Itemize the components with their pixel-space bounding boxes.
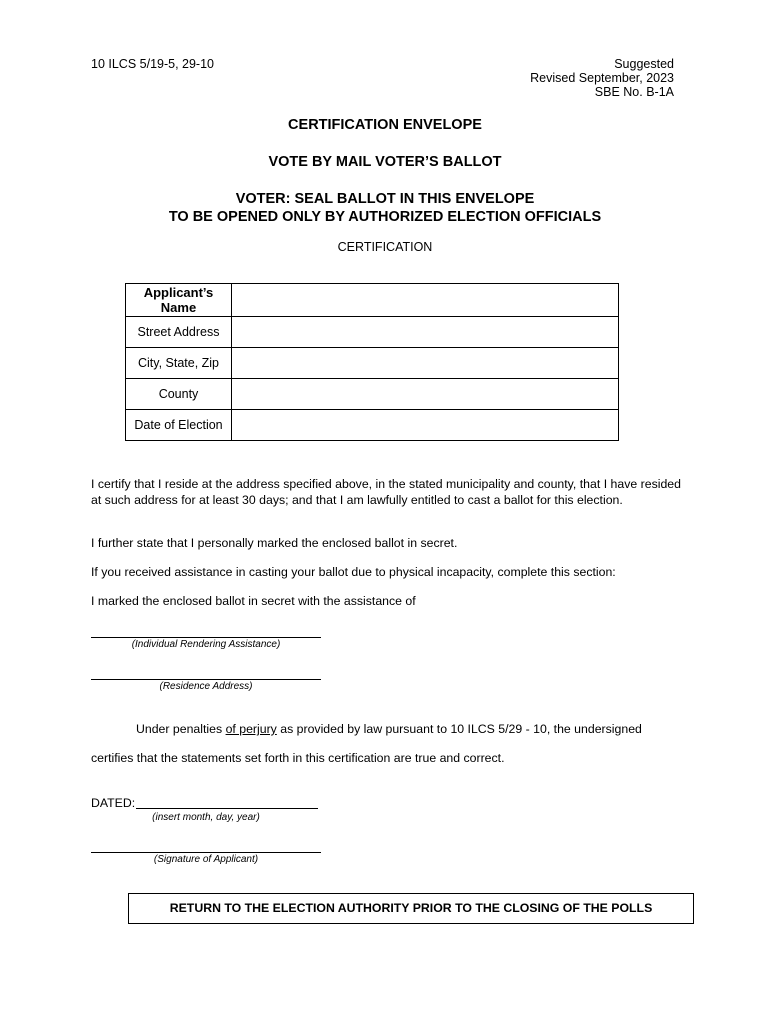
residency-certification: I certify that I reside at the address specified above, in the stated municipality and county, that I have resided at such address for at least 30 days; and that I am lawfully entitled to cast a ballot for this election. — [91, 477, 681, 507]
return-notice: RETURN TO THE ELECTION AUTHORITY PRIOR TO THE CLOSING OF THE POLLS — [128, 893, 694, 924]
applicant-name-field[interactable] — [232, 284, 619, 317]
signature-caption: (Signature of Applicant) — [153, 854, 259, 865]
dated-caption: (insert month, day, year) — [152, 812, 260, 823]
applicant-info-table — [125, 283, 619, 441]
signature-line[interactable] — [91, 852, 321, 853]
ballot-type-title: VOTE BY MAIL VOTER’S BALLOT — [268, 154, 502, 170]
city-state-zip-field[interactable] — [232, 348, 619, 379]
table-row — [126, 348, 619, 379]
residence-address-caption: (Residence Address) — [159, 681, 253, 692]
applicant-name-label — [126, 284, 232, 317]
open-instruction: TO BE OPENED ONLY BY AUTHORIZED ELECTION OFFICIALS — [168, 209, 602, 225]
dated-label: DATED: — [91, 796, 136, 810]
assistant-name-line[interactable] — [91, 637, 321, 638]
perjury-statement — [136, 722, 642, 736]
street-address-field[interactable] — [232, 317, 619, 348]
city-state-zip-label: City, State, Zip — [126, 348, 232, 379]
county-label: County — [126, 379, 232, 410]
election-date-field[interactable] — [232, 410, 619, 441]
perjury-text-a: Under penalties — [136, 722, 226, 736]
applicant-label-line2: Name — [160, 300, 197, 315]
secrecy-statement: I further state that I personally marked the enclosed ballot in secret. — [91, 536, 458, 550]
perjury-statement-cont: certifies that the statements set forth in this certification are true and correct. — [91, 751, 505, 765]
table-row — [126, 317, 619, 348]
assistance-statement: I marked the enclosed ballot in secret with the assistance of — [91, 594, 416, 608]
table-row — [126, 284, 619, 317]
section-title: CERTIFICATION — [337, 240, 433, 254]
assistant-name-caption: (Individual Rendering Assistance) — [131, 639, 281, 650]
form-info — [530, 57, 674, 99]
perjury-text-b: as provided by law pursuant to 10 ILCS 5/29 - 10, the undersigned — [276, 722, 642, 736]
applicant-label-line1: Applicant’s — [143, 285, 214, 300]
seal-instruction: VOTER: SEAL BALLOT IN THIS ENVELOPE — [235, 191, 535, 207]
county-field[interactable] — [232, 379, 619, 410]
assistance-instruction: If you received assistance in casting your ballot due to physical incapacity, complete this section: — [91, 565, 616, 579]
revised-date: Revised September, 2023 — [530, 71, 674, 85]
form-number: SBE No. B-1A — [594, 85, 674, 99]
perjury-link: of perjury — [225, 722, 277, 736]
table-row — [126, 410, 619, 441]
residence-address-line[interactable] — [91, 679, 321, 680]
dated-line[interactable] — [136, 808, 318, 809]
election-date-label: Date of Election — [126, 410, 232, 441]
page-title: CERTIFICATION ENVELOPE — [288, 117, 482, 133]
statute-reference: 10 ILCS 5/19-5, 29-10 — [91, 57, 214, 71]
table-row — [126, 379, 619, 410]
suggested-label: Suggested — [614, 57, 674, 71]
street-address-label: Street Address — [126, 317, 232, 348]
